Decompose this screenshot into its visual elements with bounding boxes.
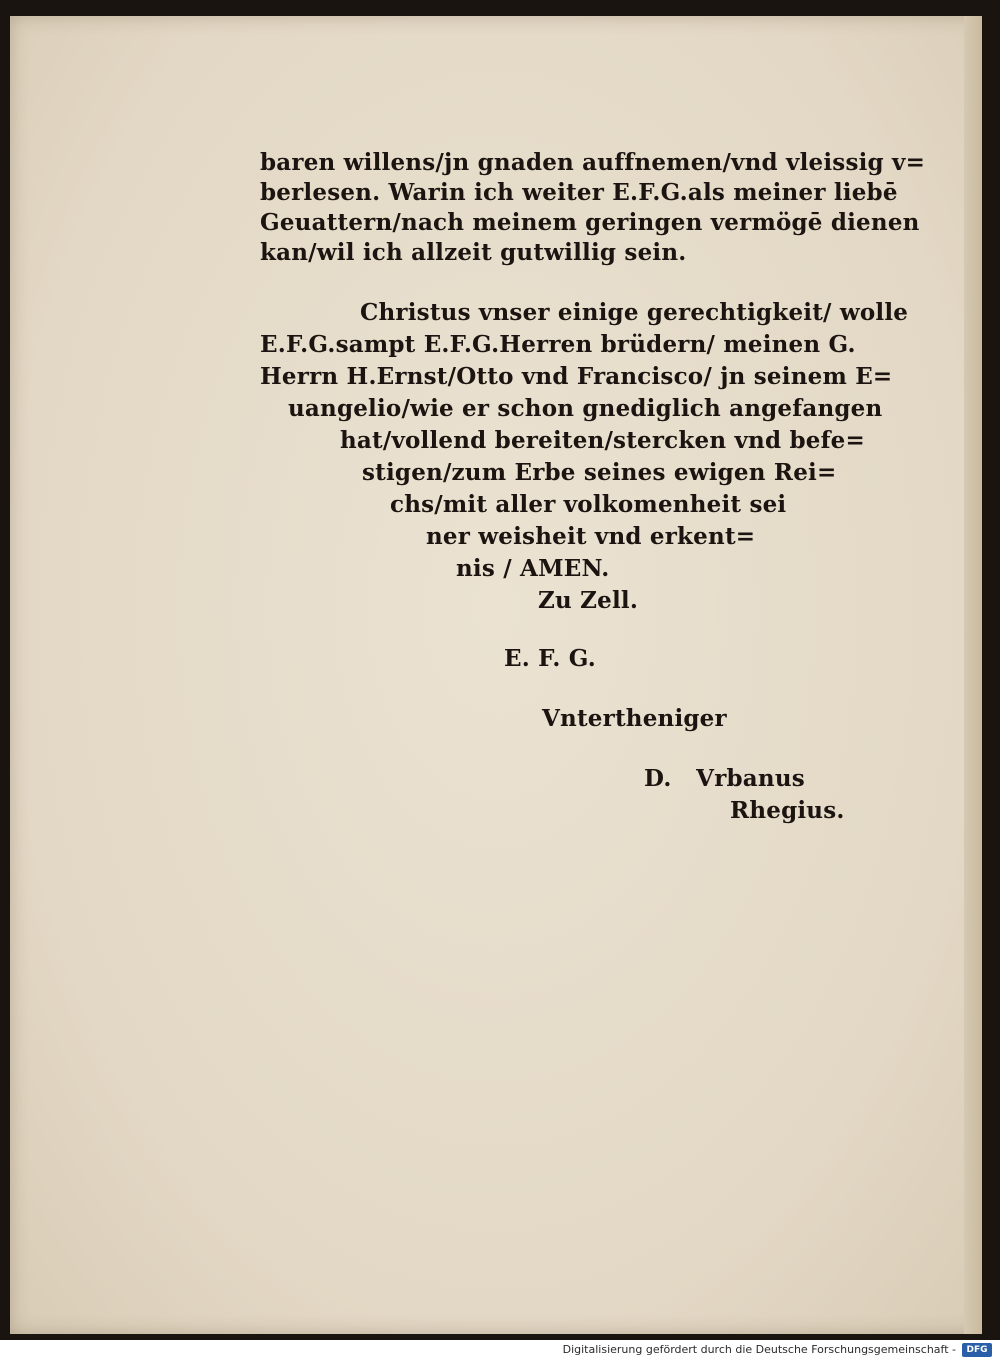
prayer-line-4: uangelio/wie er schon gnediglich angefangen bbox=[288, 395, 883, 422]
page-edge bbox=[964, 16, 982, 1334]
signature-line-1: D. Vrbanus bbox=[644, 765, 805, 792]
footer-credit: Digitalisierung gefördert durch die Deutsche Forschungsgemeinschaft - bbox=[562, 1343, 956, 1356]
prayer-line-8: ner weisheit vnd erkent= bbox=[426, 523, 756, 550]
body-line-3: Geuattern/nach meinem geringen vermögē dienen bbox=[260, 209, 920, 236]
signature-line-2: Rhegius. bbox=[730, 797, 845, 824]
body-line-1: baren willens/jn gnaden auffnemen/vnd vleissig v= bbox=[260, 149, 926, 176]
prayer-line-5: hat/vollend bereiten/stercken vnd befe= bbox=[340, 427, 865, 454]
closing-line: Vntertheniger bbox=[542, 705, 727, 732]
place-line: Zu Zell. bbox=[538, 587, 639, 614]
footer-bar bbox=[0, 1340, 1000, 1361]
body-line-2: berlesen. Warin ich weiter E.F.G.als meiner liebē bbox=[260, 179, 898, 206]
prayer-line-1: Christus vnser einige gerechtigkeit/ wolle bbox=[360, 299, 909, 326]
addressee-line: E. F. G. bbox=[504, 645, 597, 672]
body-line-4: kan/wil ich allzeit gutwillig sein. bbox=[260, 239, 687, 266]
prayer-line-6: stigen/zum Erbe seines ewigen Rei= bbox=[362, 459, 837, 486]
prayer-line-3: Herrn H.Ernst/Otto vnd Francisco/ jn seinem E= bbox=[260, 363, 893, 390]
prayer-line-9: nis / AMEN. bbox=[456, 555, 610, 582]
dfg-logo: DFG bbox=[962, 1343, 992, 1357]
prayer-line-7: chs/mit aller volkomenheit sei bbox=[390, 491, 787, 518]
prayer-line-2: E.F.G.sampt E.F.G.Herren brüdern/ meinen G. bbox=[260, 331, 856, 358]
